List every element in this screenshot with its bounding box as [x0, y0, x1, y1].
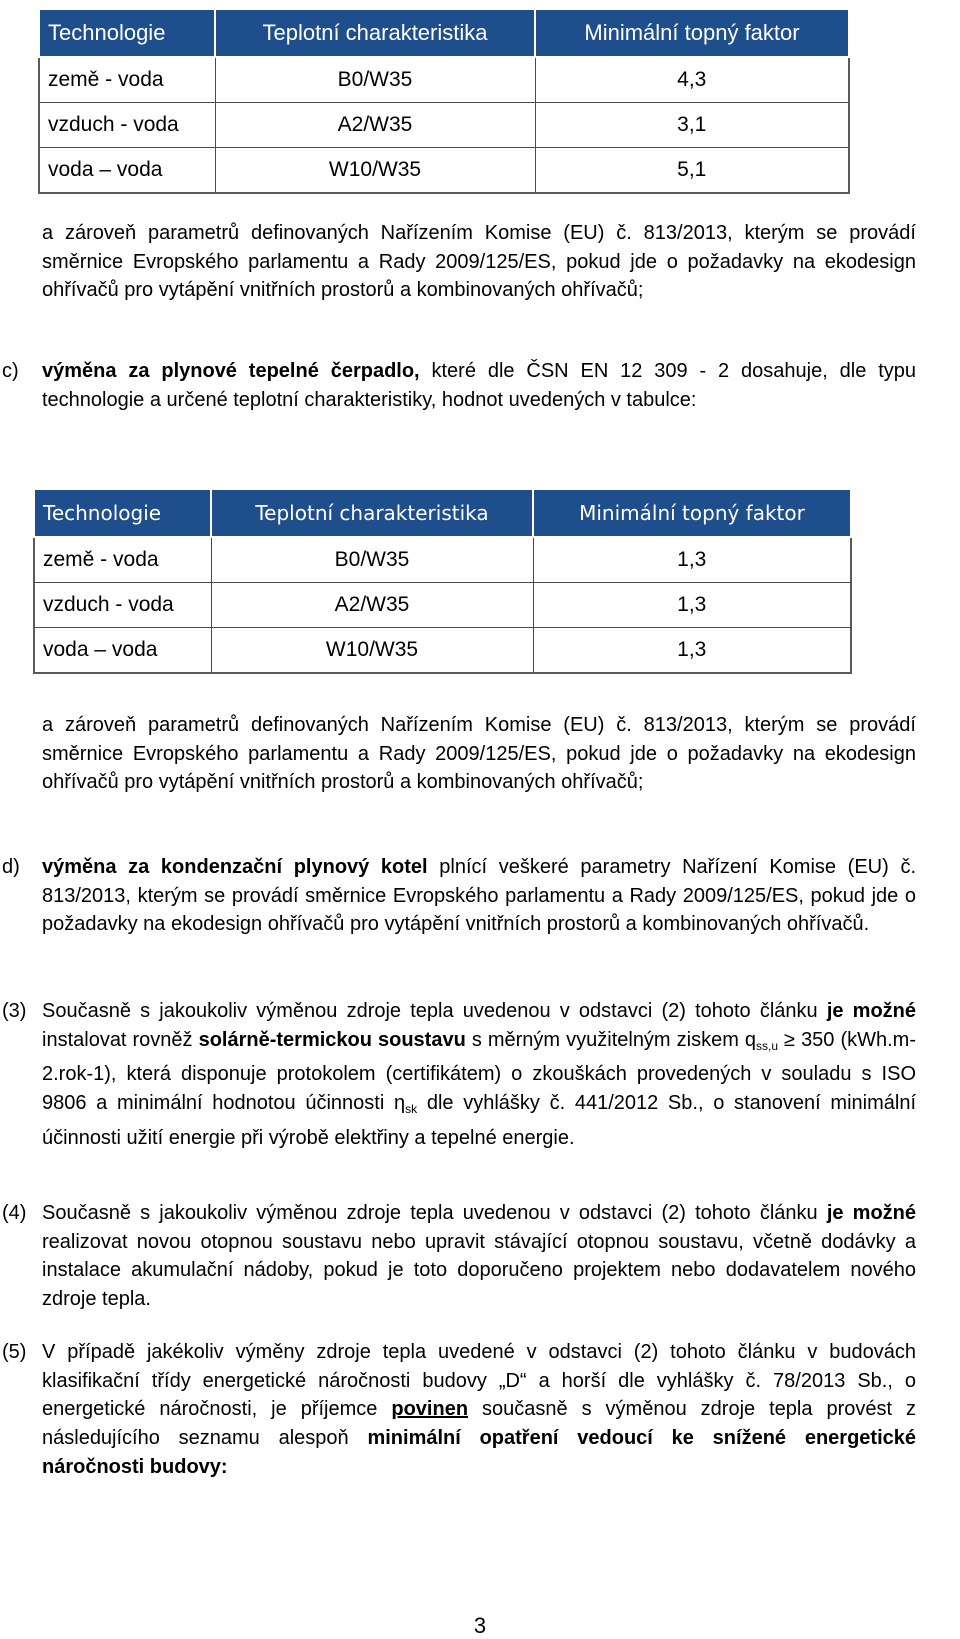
page-number: 3 [473, 1613, 487, 1638]
item-c-text [42, 357, 916, 414]
table-row [39, 148, 849, 194]
item-c-bold: výměna za plynové tepelné čerpadlo, [42, 360, 420, 382]
table-cell: W10/W35 [215, 148, 535, 194]
heat-pump-electric-table [38, 8, 850, 194]
table-cell: země - voda [39, 57, 215, 103]
section-4-bold-part: je možné [826, 1202, 916, 1224]
table-cell: 4,3 [535, 57, 849, 103]
table-cell: vzduch - voda [39, 103, 215, 148]
section-number-5: (5) [2, 1341, 27, 1363]
table-row [39, 103, 849, 148]
section-4-text [42, 1199, 916, 1314]
column-header: Technologie [39, 9, 215, 57]
gas-heat-pump-table [33, 488, 852, 674]
column-header: Teplotní charakteristika [211, 489, 533, 537]
table-cell: 3,1 [535, 103, 849, 148]
column-header: Teplotní charakteristika [215, 9, 535, 57]
item-d-rest: plnící veškeré parametry Nařízení Komise (EU) č. 813/2013, kterým se provádí směrnice Evropského parlamentu a Rady 2009/125/ES, pokud jde o požadavky na ekodesign ohřívačů pro vytápění vnitřních prostorů a kombinovaných ohřívačů. [42, 856, 916, 936]
item-c-rest: které dle ČSN EN 12 309 - 2 dosahuje, dle typu technologie a určené teplotní charakteristiky, hodnot uvedených v tabulce: [42, 360, 916, 411]
table-cell: W10/W35 [211, 628, 533, 674]
section-5-underlined-bold: povinen [391, 1398, 469, 1421]
section-5-text [42, 1338, 916, 1482]
table-header-row [34, 489, 851, 537]
section-3-text-part: ≥ 350 (kWh.m-2.rok-1), která disponuje protokolem (certifikátem) o zkouškách provedených v souladu s ISO 9806 a minimální hodnotou účinnosti η [42, 1028, 916, 1115]
section-5-bold-part: minimální opatření vedoucí ke snížené energetické náročnosti budovy: [42, 1427, 916, 1478]
section-3-bold-part: je možné [826, 1000, 916, 1022]
section-3-text-part: s měrným využitelným ziskem q [465, 1028, 757, 1051]
table-cell: 1,3 [533, 628, 851, 674]
table-cell: země - voda [34, 537, 211, 583]
table-cell: 1,3 [533, 583, 851, 628]
table-cell: A2/W35 [211, 583, 533, 628]
table-cell: B0/W35 [215, 57, 535, 103]
section-5-text-part: V případě jakékoliv výměny zdroje tepla uvedené v odstavci (2) tohoto článku v budovách klasifikační třídy energetické náročnosti budovy „D“ a horší dle vyhlášky č. 78/2013 Sb., o energetické náročnosti, je příjemce [42, 1341, 916, 1421]
section-3-bold-part: solárně-termickou soustavu [198, 1028, 466, 1051]
column-header: Technologie [34, 489, 211, 537]
table-cell: voda – voda [39, 148, 215, 194]
section-3-text-part: Současně s jakoukoliv výměnou zdroje tepla uvedenou v odstavci (2) tohoto článku [42, 1000, 827, 1022]
section-number-4: (4) [2, 1202, 27, 1224]
table-row [39, 57, 849, 103]
table-row [34, 537, 851, 583]
table-cell: 1,3 [533, 537, 851, 583]
item-d-bold: výměna za kondenzační plynový kotel [42, 856, 428, 878]
item-label-c: c) [2, 360, 19, 382]
column-header: Minimální topný faktor [535, 9, 849, 57]
item-d-text [42, 853, 916, 939]
subscript: sk [405, 1102, 418, 1117]
table-cell: vzduch - voda [34, 583, 211, 628]
section-4-text-part: Současně s jakoukoliv výměnou zdroje tepla uvedenou v odstavci (2) tohoto článku [42, 1202, 827, 1224]
table-cell: B0/W35 [211, 537, 533, 583]
section-3-text [42, 997, 916, 1153]
section-5-text-part: současně s výměnou zdroje tepla provést z následujícího seznamu alespoň [42, 1398, 916, 1450]
table-cell: 5,1 [535, 148, 849, 194]
table-header-row [39, 9, 849, 57]
paragraph-regulation-1: a zároveň parametrů definovaných Nařízením Komise (EU) č. 813/2013, kterým se provádí směrnice Evropského parlamentu a Rady 2009/125/ES, pokud jde o požadavky na ekodesign ohřívačů pro vytápění vnitřních prostorů a kombinovaných ohřívačů; [42, 222, 916, 302]
table-cell: A2/W35 [215, 103, 535, 148]
table-row [34, 583, 851, 628]
section-number-3: (3) [2, 1000, 27, 1022]
subscript: ss,u [756, 1038, 779, 1053]
paragraph-regulation-2: a zároveň parametrů definovaných Nařízením Komise (EU) č. 813/2013, kterým se provádí směrnice Evropského parlamentu a Rady 2009/125/ES, pokud jde o požadavky na ekodesign ohřívačů pro vytápění vnitřních prostorů a kombinovaných ohřívačů; [42, 714, 916, 794]
column-header: Minimální topný faktor [533, 489, 851, 537]
section-3-text-part: dle vyhlášky č. 441/2012 Sb., o stanovení minimální účinnosti užití energie při výrobě elektřiny a tepelné energie. [42, 1092, 917, 1149]
table-row [34, 628, 851, 674]
item-label-d: d) [2, 856, 20, 878]
section-3-text-part: instalovat rovněž [42, 1028, 199, 1051]
section-4-text-part: realizovat novou otopnou soustavu nebo upravit stávající otopnou soustavu, včetně dodávky a instalace akumulační nádoby, pokud je toto doporučeno projektem nebo dodavatelem nového zdroje tepla. [42, 1230, 916, 1311]
table-cell: voda – voda [34, 628, 211, 674]
